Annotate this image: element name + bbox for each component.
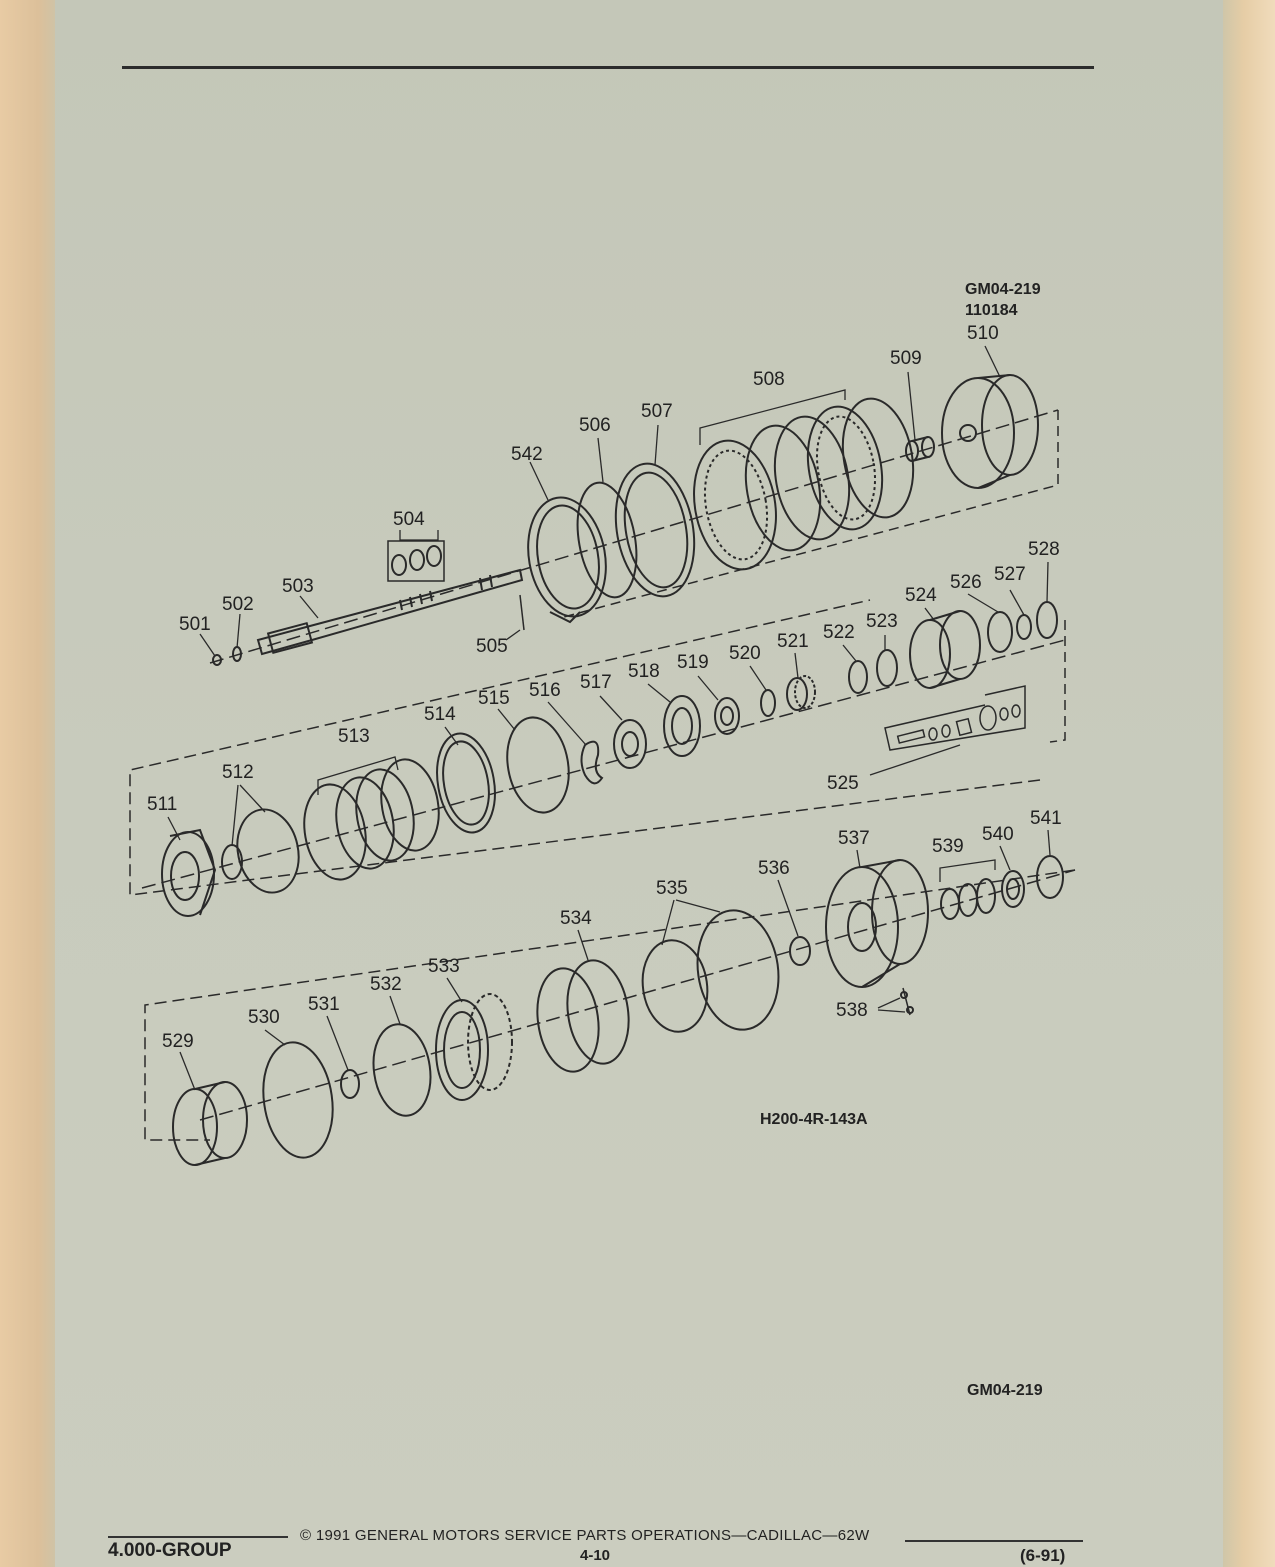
footer-page-number: 4-10 [580, 1547, 611, 1564]
part-520-washer [761, 690, 775, 716]
callout-501: 501 [179, 614, 211, 635]
callout-518: 518 [628, 661, 660, 682]
callout-533: 533 [428, 956, 460, 977]
callout-510: 510 [967, 323, 999, 344]
callout-516: 516 [529, 680, 561, 701]
part-538-check-balls [901, 988, 913, 1015]
callout-541: 541 [1030, 808, 1062, 829]
callout-539: 539 [932, 836, 964, 857]
part-539-seals [941, 879, 995, 919]
callout-506: 506 [579, 415, 611, 436]
diagram-code: GM04-219 [965, 281, 1041, 298]
part-518-carrier [664, 696, 700, 756]
callout-523: 523 [866, 611, 898, 632]
callout-520: 520 [729, 643, 761, 664]
part-516-spring [582, 742, 603, 784]
callout-536: 536 [758, 858, 790, 879]
part-533-sprag [436, 994, 512, 1100]
callout-509: 509 [890, 348, 922, 369]
leader-lines [168, 346, 1050, 1090]
part-535-seals [637, 905, 786, 1036]
callout-526: 526 [950, 572, 982, 593]
part-526-ring [988, 612, 1012, 652]
part-529-drum [173, 1082, 247, 1165]
footer-date: (6-91) [1020, 1546, 1066, 1565]
callout-527: 527 [994, 564, 1026, 585]
part-532-snap-ring [368, 1021, 436, 1120]
part-511-piston [162, 830, 215, 916]
callout-502: 502 [222, 594, 254, 615]
callout-515: 515 [478, 688, 510, 709]
callout-514: 514 [424, 704, 456, 725]
callout-537: 537 [838, 828, 870, 849]
part-537-housing [826, 860, 928, 987]
callout-524: 524 [905, 585, 937, 606]
illustration-code: H200-4R-143A [760, 1111, 868, 1128]
callout-534: 534 [560, 908, 592, 929]
callout-511: 511 [147, 794, 178, 815]
row3-frame [145, 870, 1075, 1140]
callout-542: 542 [511, 444, 543, 465]
part-521-gear [787, 676, 815, 710]
footer-right-rule [905, 1540, 1083, 1542]
callout-507: 507 [641, 401, 673, 422]
callout-513: 513 [338, 726, 370, 747]
callout-535: 535 [656, 878, 688, 899]
callout-522: 522 [823, 622, 855, 643]
callout-538: 538 [836, 1000, 868, 1021]
part-519-hub [715, 698, 739, 734]
figure-reference: GM04-219 [967, 1382, 1043, 1399]
footer-group: 4.000-GROUP [108, 1540, 232, 1561]
part-528-ring [1037, 602, 1057, 638]
part-510-clutch-housing [942, 375, 1038, 488]
callout-540: 540 [982, 824, 1014, 845]
part-534-race [531, 956, 635, 1075]
callout-512: 512 [222, 762, 254, 783]
part-515-snap-ring [500, 713, 576, 818]
callout-517: 517 [580, 672, 612, 693]
callout-528: 528 [1028, 539, 1060, 560]
diagram-number: 110184 [965, 302, 1018, 319]
part-525-pinion-kit [885, 686, 1025, 750]
part-531-retainer [341, 1070, 359, 1098]
callout-519: 519 [677, 652, 709, 673]
callout-530: 530 [248, 1007, 280, 1028]
part-523-washer [877, 650, 897, 686]
callout-531: 531 [308, 994, 340, 1015]
part-522-washer [849, 661, 867, 693]
callout-503: 503 [282, 576, 314, 597]
callout-505: 505 [476, 636, 508, 657]
part-508-clutch-pack [684, 393, 922, 576]
part-504-seal-rings [388, 541, 444, 581]
footer-copyright: © 1991 GENERAL MOTORS SERVICE PARTS OPERATIONS—CADILLAC—62W [300, 1527, 870, 1544]
part-524-carrier-assembly [910, 611, 980, 688]
footer-left-rule [108, 1536, 288, 1538]
callout-529: 529 [162, 1031, 194, 1052]
callout-532: 532 [370, 974, 402, 995]
callout-508: 508 [753, 369, 785, 390]
callout-521: 521 [777, 631, 809, 652]
part-517-bearing [614, 720, 646, 768]
part-506-snap-ring [569, 478, 644, 602]
part-514-plate [430, 729, 503, 837]
part-527-washer [1017, 615, 1031, 639]
part-540-bushing [1002, 871, 1024, 907]
callout-525: 525 [827, 773, 859, 794]
part-536-bushing [790, 937, 810, 965]
callout-504: 504 [393, 509, 425, 530]
part-505-pin [520, 595, 524, 630]
